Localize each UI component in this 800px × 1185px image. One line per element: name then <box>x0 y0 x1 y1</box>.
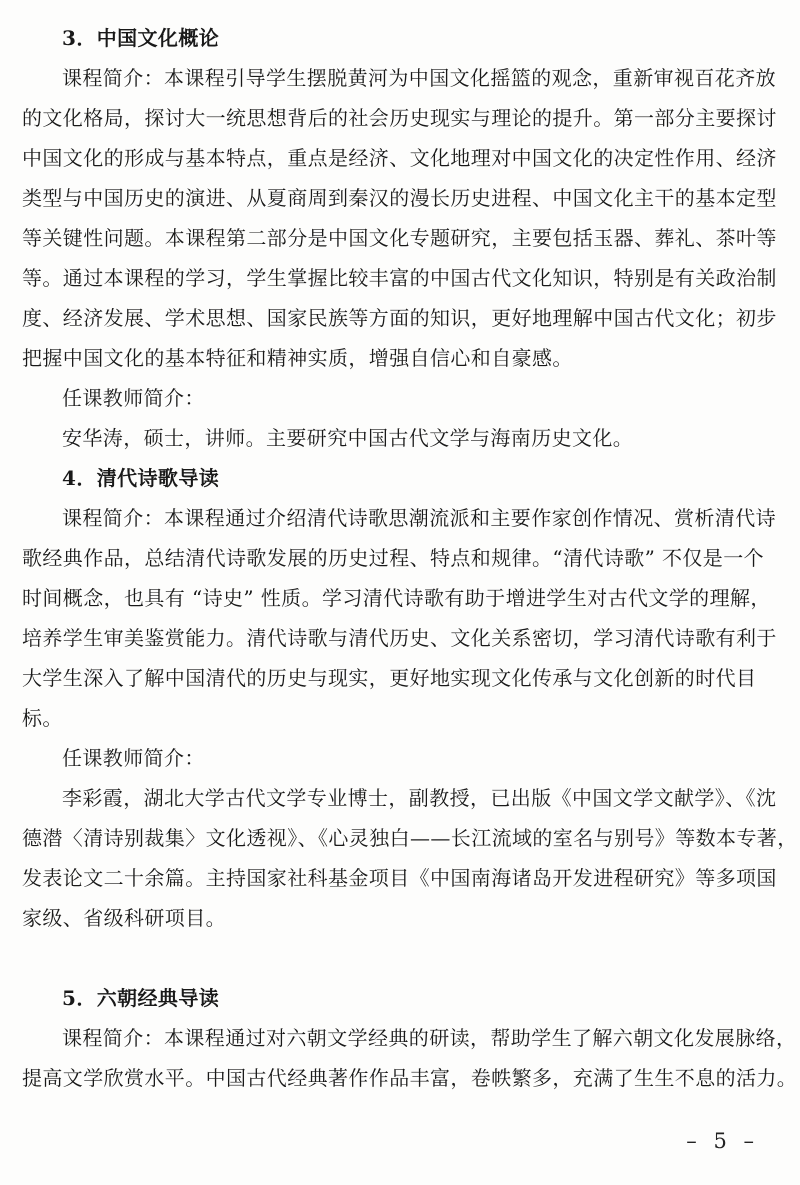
teacher-bio-line: 安华涛，硕士，讲师。主要研究中国古代文学与海南历史文化。 <box>62 426 634 450</box>
course-description-line: 等。通过本课程的学习，学生掌握比较丰富的中国古代文化知识，特别是有关政治制 <box>22 266 777 290</box>
teacher-bio-line: 德潜〈清诗别裁集〉文化透视》、《心灵独白——长江流域的室名与别号》等数本专著， <box>22 826 798 850</box>
course-description-line: 标。 <box>22 706 63 730</box>
document-content <box>22 18 798 1098</box>
course-description-line: 等关键性问题。本课程第二部分是中国文化专题研究，主要包括玉器、葬礼、茶叶等 <box>22 226 777 250</box>
course-section-3 <box>22 18 784 458</box>
course-description-line: 中国文化的形成与基本特点，重点是经济、文化地理对中国文化的决定性作用、经济 <box>22 146 777 170</box>
course-description-line: 的文化格局，探讨大一统思想背后的社会历史现实与理论的提升。第一部分主要探讨 <box>22 106 777 130</box>
course-description-line: 歌经典作品，总结清代诗歌发展的历史过程、特点和规律。“清代诗歌” 不仅是一个 <box>22 546 765 570</box>
teacher-bio-line: 家级、省级科研项目。 <box>22 906 226 930</box>
course-description-line: 课程简介：本课程通过对六朝文学经典的研读，帮助学生了解六朝文化发展脉络， <box>62 1026 797 1050</box>
course-heading: 5．六朝经典导读 <box>62 986 220 1010</box>
course-heading: 3．中国文化概论 <box>62 26 220 50</box>
course-description-line: 把握中国文化的基本特征和精神实质，增强自信心和自豪感。 <box>22 346 573 370</box>
teacher-bio-line: 李彩霞，湖北大学古代文学专业博士，副教授，已出版《中国文学文献学》、《沈 <box>62 786 777 810</box>
course-description-line: 提高文学欣赏水平。中国古代经典著作作品丰富，卷帙繁多，充满了生生不息的活力。 <box>22 1066 798 1090</box>
course-description-line: 课程简介：本课程引导学生摆脱黄河为中国文化摇篮的观念，重新审视百花齐放 <box>62 66 776 90</box>
teacher-bio-line: 发表论文二十余篇。主持国家社科基金项目《中国南海诸岛开发进程研究》等多项国 <box>22 866 777 890</box>
course-description-line: 类型与中国历史的演进、从夏商周到秦汉的漫长历史进程、中国文化主干的基本定型 <box>22 186 777 210</box>
course-section-5 <box>22 978 798 1098</box>
course-description-line: 大学生深入了解中国清代的历史与现实，更好地实现文化传承与文化创新的时代目 <box>22 666 757 690</box>
course-description-line: 度、经济发展、学术思想、国家民族等方面的知识，更好地理解中国古代文化；初步 <box>22 306 777 330</box>
course-section-4 <box>22 458 798 938</box>
teacher-intro-label-line: 任课教师简介： <box>62 746 205 770</box>
course-description-line: 培养学生审美鉴赏能力。清代诗歌与清代历史、文化关系密切，学习清代诗歌有利于 <box>22 626 777 650</box>
course-description-line: 时间概念，也具有 “诗史” 性质。学习清代诗歌有助于增进学生对古代文学的理解， <box>22 586 771 610</box>
page-number: – 5 – <box>686 1129 756 1153</box>
course-heading: 4．清代诗歌导读 <box>62 466 220 490</box>
course-description-line: 课程简介：本课程通过介绍清代诗歌思潮流派和主要作家创作情况、赏析清代诗 <box>62 506 776 530</box>
teacher-intro-label-line: 任课教师简介： <box>62 386 205 410</box>
